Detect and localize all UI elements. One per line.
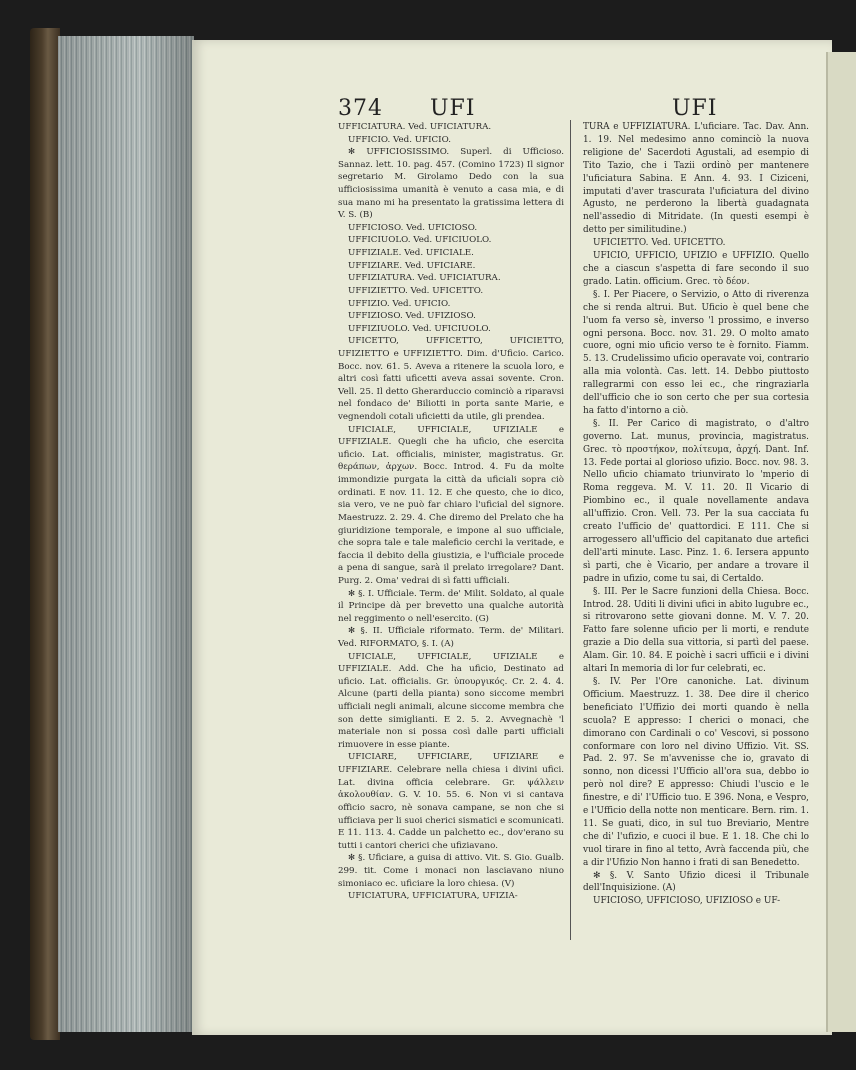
entry-paragraph: ✻ §. II. Ufficiale riformato. Term. de' Militari. Ved. RIFORMATO, §. I. (A) (338, 626, 564, 649)
page-edges (58, 36, 194, 1032)
entry-paragraph: TURA e UFFIZIATURA. L'uficiare. Tac. Dav. Ann. 1. 19. Nel medesimo anno cominciò la nuova religione de' Sacerdoti Agustali, ad esempio di Tito Tazio, che i Tazii ordinò per mantenere l'uficiatura Sabina. E Ann. 4. 93. I Ciziceni, imputati d'aver trascurata l'uficiatura del divino Agusto, ne perderono la libertà guadagnata nell'assedio di Mitridate. (In questi esempi è detto per similitudine.) (583, 122, 809, 236)
entry-paragraph: UFICIETTO. Ved. UFICETTO. (593, 238, 726, 249)
entry-paragraph: §. I. Per Piacere, o Servizio, o Atto di riverenza che si renda altrui. But. Uficio è quel bene che l'uom fa verso sè, inverso 'l prossimo, e inverso ogni persona. Bocc. nov. 31. 29. O molto amato cuore, ogni mio uficio verso te è fornito. Fiamm. 5. 13. Crudelissimo uficio operavate voi, contrario alla mia volontà. Cas. lett. 14. Debbo piuttosto rallegrarmi con esso lei ec., che ringraziarla dell'ufficio che io son certo che per sua cortesia ha fatto d'intorno a ciò. (583, 289, 809, 416)
left-guide-word: UFI (430, 96, 476, 121)
entry-paragraph: UFICIALE, UFFICIALE, UFIZIALE e UFFIZIALE. Add. Che ha uficio, Destinato ad uficio. Lat. officialis. Gr. ὑπουργικός. Cr. 2. 4. 4. Alcune (parti della pianta) sono siccome membri ufficiali negli animali, alcune siccome membra che son dette simiglianti. E 2. 5. 2. Avvegnachè 'l materiale non si possa così dalle parti ufficiali rimuovere in esse piante. (338, 651, 564, 750)
entry-paragraph: UFFIZIARE. Ved. UFICIARE. (348, 260, 476, 271)
entry-paragraph: UFFIZIATURA. Ved. UFICIATURA. (348, 273, 501, 284)
entry-paragraph: §. II. Per Carico di magistrato, o d'altro governo. Lat. munus, provincia, magistratus. Grec. τὸ προστήκον, πολίτευμα, ἀρχή. Dant. Inf. 13. Fede portai al glorioso ufizio. Bocc. nov. 98. 3. Nello uficio chiamato triunvirato lo 'mperio di Roma reggeva. M. V. 11. 20. Il Vicario di Piombino ec., il quale novellamente andava all'uffizio. Cron. Vell. 73. Per la sua cacciata fu creato l'ufficio de' quattordici. E 111. Che si arrogessero all'ufficio del capitanato due artefici dell'arti minute. Lasc. Pinz. 1. 6. Iersera appunto sì parti, che è Vicario, per andare a trovare il padre in ufizio, come tu sai, di Certaldo. (583, 418, 809, 584)
entry-paragraph: ✻ §. Uficiare, a guisa di attivo. Vit. S. Gio. Gualb. 299. tit. Come i monaci non lasciavano niuno simoniaco ec. uficiare la loro chiesa. (V) (338, 853, 564, 889)
entry-paragraph: UFICETTO, UFFICETTO, UFICIETTO, UFIZIETTO e UFFIZIETTO. Dim. d'Uficio. Carico. Bocc. nov. 61. 5. Aveva a ritenere la scuola loro, e altri così fatti uficetti aveva assai sovente. Cron. Vell. 25. Il detto Gherarduccio cominciò a riparavsi nel fondaco de' Biliotti in porta sante Marie, e vegnendoli cotali uficietti da utile, gli prendea. (338, 336, 564, 423)
book-spine (30, 28, 60, 1040)
entry-paragraph: UFICIATURA, UFFICIATURA, UFIZIA- (348, 891, 518, 902)
entry-paragraph: UFFICIATURA. Ved. UFICIATURA. (338, 122, 492, 132)
facing-page-edge (826, 52, 856, 1032)
page-number: 374 (338, 96, 383, 121)
entry-paragraph: UFFICIO. Ved. UFICIO. (348, 134, 451, 145)
entry-paragraph: UFICIOSO, UFFICIOSO, UFIZIOSO e UF- (593, 896, 781, 907)
entry-paragraph: §. III. Per le Sacre funzioni della Chiesa. Bocc. Introd. 28. Uditi li divini ufici in abito lugubre ec., si ritrovarono sette giovani donne. M. V. 7. 20. Fatto fare solenne uficio per li morti, e rendute grazie a Dio della sua vittoria, si partì del paese. Alam. Gir. 10. 84. E poichè i sacri ufficii e i divini altari In memoria di lor fur celebrati, ec. (583, 586, 809, 675)
entry-paragraph: ✻ §. I. Ufficiale. Term. de' Milit. Soldato, al quale il Principe dà per brevetto una qualche autorità nel reggimento o nell'esercito. (G) (338, 588, 564, 624)
entry-paragraph: UFFICIUOLO. Ved. UFICIUOLO. (348, 235, 492, 246)
entry-paragraph: UFICIO, UFFICIO, UFIZIO e UFFIZIO. Quello che a ciascun s'aspetta di fare secondo il suo grado. Latin. officium. Grec. τὸ δέον. (583, 251, 809, 287)
entry-paragraph: UFFIZIUOLO. Ved. UFICIUOLO. (348, 323, 491, 334)
entry-paragraph: UFFICIOSO. Ved. UFICIOSO. (348, 222, 478, 233)
entry-paragraph: UFFIZIO. Ved. UFICIO. (348, 298, 451, 309)
entry-paragraph: UFFIZIETTO. Ved. UFICETTO. (348, 285, 484, 296)
right-column (583, 121, 809, 908)
right-guide-word: UFI (672, 96, 718, 121)
left-column (338, 121, 564, 903)
entry-paragraph: UFFIZIOSO. Ved. UFIZIOSO. (348, 311, 476, 322)
entry-paragraph: §. IV. Per l'Ore canoniche. Lat. divinum Officium. Maestruzz. 1. 38. Dee dire il cherico beneficiato l'Uffizio dei morti quando è nella scuola? E appresso: I cherici o monaci, che dimorano con Cardinali o co' Vescovi, si possono conformare con loro nel divino Uffizio. Vit. SS. Pad. 2. 97. Se m'avvenisse che io, gravato di sonno, non dicessi l'Ufficio all'ora sua, debbo io però nol dire? E appresso: Chiudi l'uscio e le finestre, e di' l'Ufficio tuo. E 396. Nona, e Vespro, e l'Ufficio della notte non menticare. Bern. rim. 1. 11. Se guati, dico, in sul tuo Breviario, Mentre che di' l'ufizio, e cuoci il bue. E 1. 18. Che chi lo vuol tirare in fino al tetto, Avrà faccenda più, che a dir l'Ufizio Non hanno i frati di san Benedetto. (583, 676, 809, 868)
entry-paragraph: ✻ §. V. Santo Ufizio dicesi il Tribunale dell'Inquisizione. (A) (583, 870, 809, 894)
entry-paragraph: UFICIARE, UFFICIARE, UFIZIARE e UFFIZIARE. Celebrare nella chiesa i divini ufici. Lat. divina officia celebrare. Gr. ψάλλειν ἀκολουθίαν. G. V. 10. 55. 6. Non vi si cantava officio sacro, nè sonava campane, se non che si ufficiava per li suoi cherici sismatici e scomunicati. E 11. 113. 4. Cadde un palchetto ec., dov'erano su tutti i cantori cherici che ufiziavano. (338, 752, 564, 851)
entry-paragraph: UFFIZIALE. Ved. UFICIALE. (348, 248, 474, 259)
column-rule (570, 120, 571, 940)
entry-paragraph: UFICIALE, UFFICIALE, UFIZIALE e UFFIZIALE. Quegli che ha uficio, che esercita uficio. Lat. officialis, minister, magistratus. Gr. θεράπων, ἀρχων. Bocc. Introd. 4. Fu da molte immondizie purgata la città da uficiali sopra ciò ordinati. E nov. 11. 12. E che questo, che io dico, sia vero, ve ne può far chiaro l'uficial del signore. Maestruzz. 2. 29. 4. Che diremo del Prelato che ha giuridizione temporale, e impone al suo ufficiale, che sopra tale e tale maleficio cerchi la veritade, e faccia il debito della giustizia, e l'ufficiale procede a pena di sangue, sarà il prelato irregolare? Dant. Purg. 2. Oma' vedrai di sì fatti ufficiali. (338, 424, 564, 586)
entry-paragraph: ✻ UFFICIOSISSIMO. Superl. di Ufficioso. Sannaz. lett. 10. pag. 457. (Comino 1723) Il signor segretario M. Girolamo Dedo con la sua ufficiosissima umanità è venuto a casa mia, e di sua mano mi ha presentato la gratissima lettera di V. S. (B) (338, 147, 564, 221)
